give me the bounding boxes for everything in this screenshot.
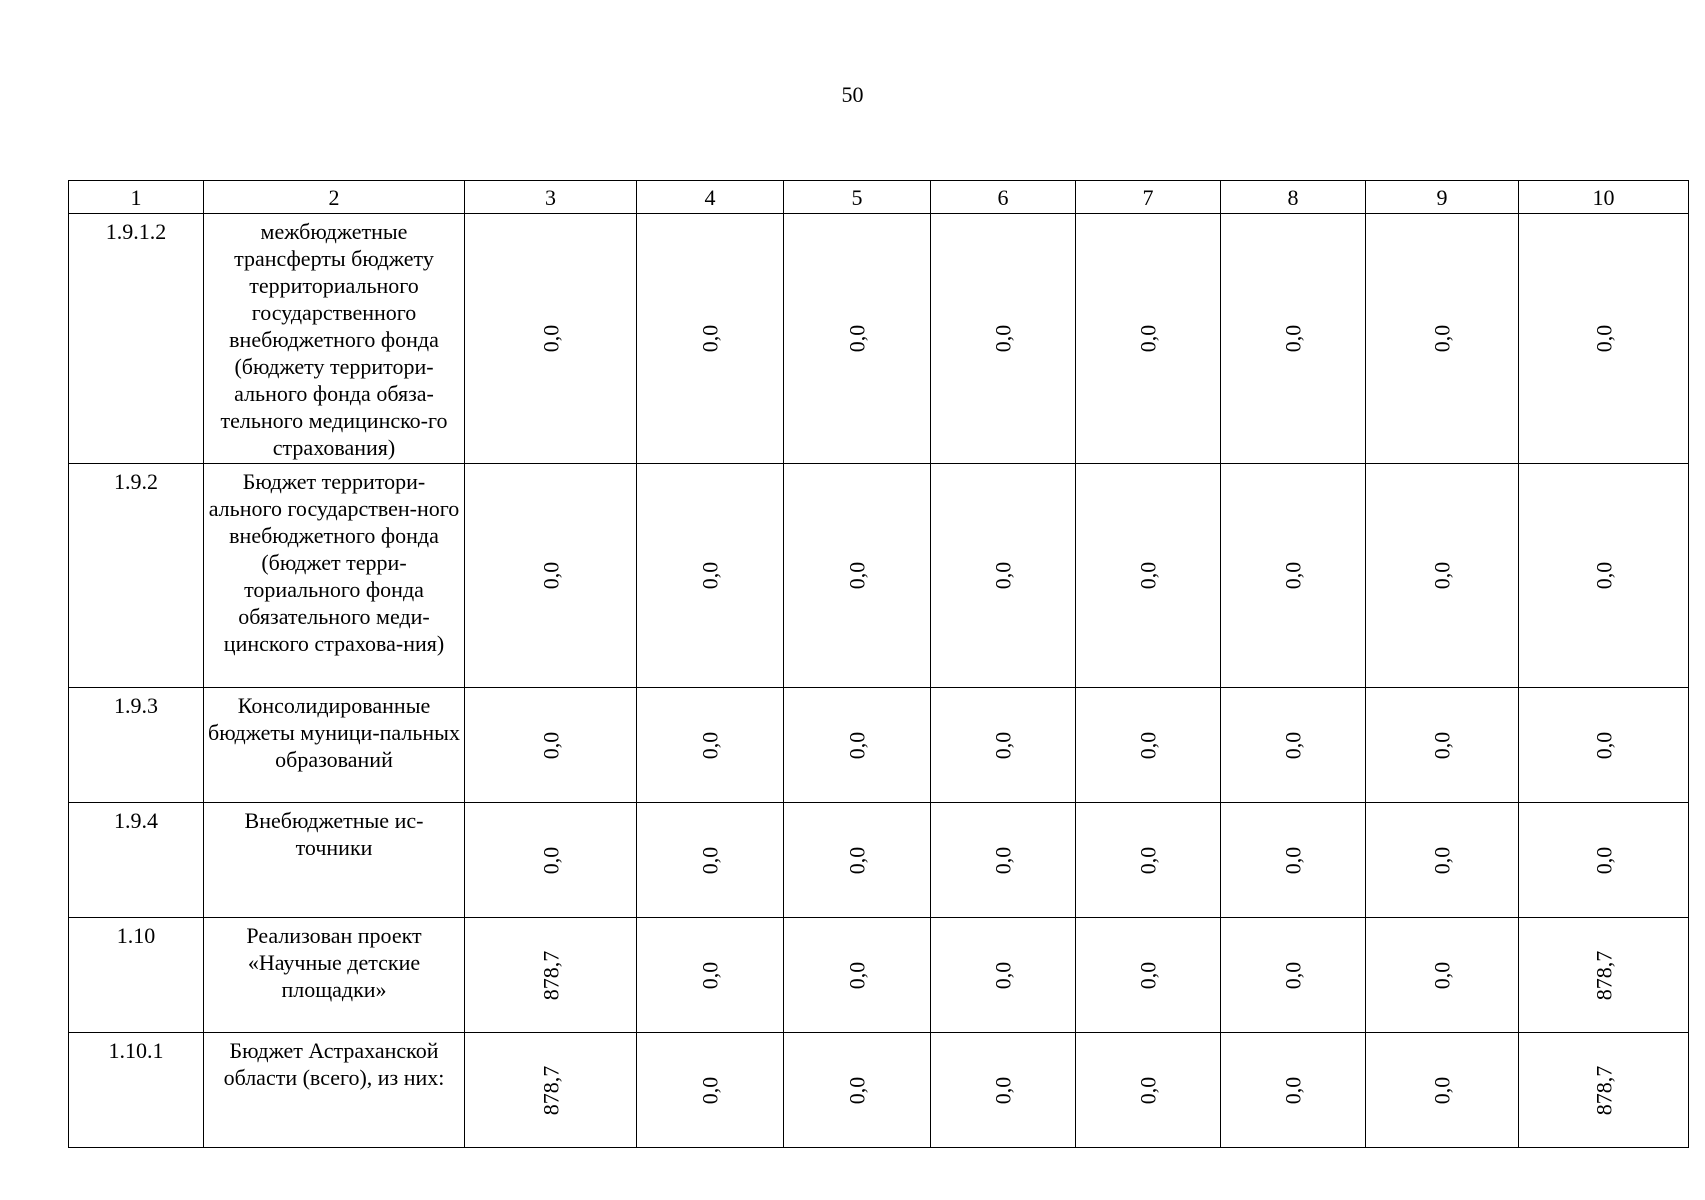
value-cell	[931, 688, 1076, 803]
value-cell	[784, 464, 931, 688]
value-text: 0,0	[1429, 324, 1455, 353]
row-name: Внебюджетные ис-точники	[204, 803, 465, 918]
value-cell	[1221, 918, 1366, 1033]
value-text: 878,7	[1591, 1065, 1616, 1115]
row-name: межбюджетные трансферты бюджету территориального государственного внебюджетного фонда (бюджету территори-ального фонда обяза-тельного медицинско-го страхования)	[204, 214, 465, 464]
value-text: 0,0	[1429, 1076, 1455, 1104]
column-header: 8	[1221, 181, 1366, 214]
value-cell	[1519, 1033, 1689, 1148]
value-cell	[1076, 688, 1221, 803]
value-text: 0,0	[697, 1076, 723, 1104]
value-text: 0,0	[844, 846, 870, 874]
value-cell	[784, 688, 931, 803]
column-header: 2	[204, 181, 465, 214]
value-cell	[1366, 1033, 1519, 1148]
value-text: 0,0	[844, 1076, 870, 1104]
value-text: 0,0	[1280, 731, 1306, 759]
table-row	[69, 688, 1689, 803]
value-cell	[931, 918, 1076, 1033]
value-text: 0,0	[844, 731, 870, 759]
value-text: 0,0	[538, 561, 563, 590]
value-cell	[637, 918, 784, 1033]
row-code: 1.10.1	[69, 1033, 204, 1148]
value-cell	[931, 803, 1076, 918]
value-cell	[1076, 214, 1221, 464]
value-cell	[1076, 918, 1221, 1033]
value-cell	[465, 918, 637, 1033]
value-cell	[1519, 803, 1689, 918]
value-text: 0,0	[990, 846, 1016, 874]
value-text: 0,0	[990, 961, 1016, 989]
value-cell	[1366, 918, 1519, 1033]
row-name: Бюджет Астраханской области (всего), из них:	[204, 1033, 465, 1148]
value-text: 0,0	[1429, 846, 1455, 874]
column-header: 6	[931, 181, 1076, 214]
value-cell	[1366, 688, 1519, 803]
value-cell	[784, 918, 931, 1033]
page-number: 50	[841, 82, 864, 107]
value-cell	[1076, 1033, 1221, 1148]
value-text: 0,0	[1135, 1076, 1161, 1104]
value-text: 0,0	[1135, 961, 1161, 989]
value-text: 0,0	[1591, 846, 1616, 874]
value-text: 0,0	[844, 561, 870, 590]
table-row	[69, 214, 1689, 464]
value-text: 0,0	[1591, 561, 1616, 590]
column-header: 4	[637, 181, 784, 214]
value-cell	[637, 464, 784, 688]
row-name: Консолидированные бюджеты муници-пальных образований	[204, 688, 465, 803]
value-text: 0,0	[1280, 961, 1306, 989]
value-text: 0,0	[538, 846, 563, 874]
row-code: 1.9.2	[69, 464, 204, 688]
value-cell	[1519, 464, 1689, 688]
budget-table	[68, 180, 1689, 1148]
value-cell	[1221, 1033, 1366, 1148]
value-cell	[637, 214, 784, 464]
value-text: 0,0	[538, 324, 563, 353]
value-text: 0,0	[844, 324, 870, 353]
value-cell	[465, 214, 637, 464]
value-text: 0,0	[844, 961, 870, 989]
value-cell	[1519, 918, 1689, 1033]
value-text: 0,0	[990, 324, 1016, 353]
column-header: 5	[784, 181, 931, 214]
value-cell	[465, 464, 637, 688]
value-cell	[465, 688, 637, 803]
value-text: 0,0	[1135, 561, 1161, 590]
value-text: 0,0	[1280, 324, 1306, 353]
value-cell	[1366, 464, 1519, 688]
table-row	[69, 1033, 1689, 1148]
value-cell	[784, 214, 931, 464]
column-header: 10	[1519, 181, 1689, 214]
value-text: 0,0	[1280, 846, 1306, 874]
value-text: 0,0	[1135, 846, 1161, 874]
value-cell	[1221, 214, 1366, 464]
value-cell	[1519, 214, 1689, 464]
table-row	[69, 918, 1689, 1033]
column-header: 3	[465, 181, 637, 214]
value-text: 878,7	[538, 1065, 563, 1115]
value-text: 0,0	[990, 1076, 1016, 1104]
value-cell	[1366, 214, 1519, 464]
value-cell	[784, 803, 931, 918]
value-cell	[637, 688, 784, 803]
value-cell	[931, 214, 1076, 464]
value-text: 0,0	[697, 561, 723, 590]
value-cell	[465, 1033, 637, 1148]
value-cell	[465, 803, 637, 918]
header-row	[69, 181, 1689, 214]
table-row	[69, 803, 1689, 918]
value-cell	[1221, 464, 1366, 688]
value-text: 0,0	[1135, 731, 1161, 759]
value-cell	[784, 1033, 931, 1148]
row-name: Реализован проект «Научные детские площадки»	[204, 918, 465, 1033]
value-cell	[1519, 688, 1689, 803]
value-text: 0,0	[1591, 731, 1616, 759]
value-text: 0,0	[990, 561, 1016, 590]
value-text: 0,0	[1280, 561, 1306, 590]
row-code: 1.9.4	[69, 803, 204, 918]
value-text: 0,0	[1429, 561, 1455, 590]
column-header: 7	[1076, 181, 1221, 214]
value-cell	[637, 1033, 784, 1148]
row-code: 1.9.3	[69, 688, 204, 803]
value-cell	[1076, 464, 1221, 688]
value-text: 0,0	[697, 731, 723, 759]
row-code: 1.10	[69, 918, 204, 1033]
value-text: 0,0	[990, 731, 1016, 759]
value-text: 878,7	[1591, 950, 1616, 1000]
value-cell	[637, 803, 784, 918]
value-cell	[931, 1033, 1076, 1148]
row-name: Бюджет территори-ального государствен-ного внебюджетного фонда (бюджет терри-ториального фонда обязательного меди-цинского страхова-ния)	[204, 464, 465, 688]
value-text: 878,7	[538, 950, 563, 1000]
value-cell	[1221, 688, 1366, 803]
value-text: 0,0	[1429, 731, 1455, 759]
table-row	[69, 464, 1689, 688]
value-text: 0,0	[1429, 961, 1455, 989]
value-cell	[931, 464, 1076, 688]
value-text: 0,0	[1280, 1076, 1306, 1104]
value-text: 0,0	[1591, 324, 1616, 353]
value-text: 0,0	[1135, 324, 1161, 353]
column-header: 9	[1366, 181, 1519, 214]
value-cell	[1221, 803, 1366, 918]
value-text: 0,0	[697, 846, 723, 874]
value-cell	[1366, 803, 1519, 918]
value-cell	[1076, 803, 1221, 918]
column-header: 1	[69, 181, 204, 214]
row-code: 1.9.1.2	[69, 214, 204, 464]
value-text: 0,0	[538, 731, 563, 759]
value-text: 0,0	[697, 324, 723, 353]
value-text: 0,0	[697, 961, 723, 989]
